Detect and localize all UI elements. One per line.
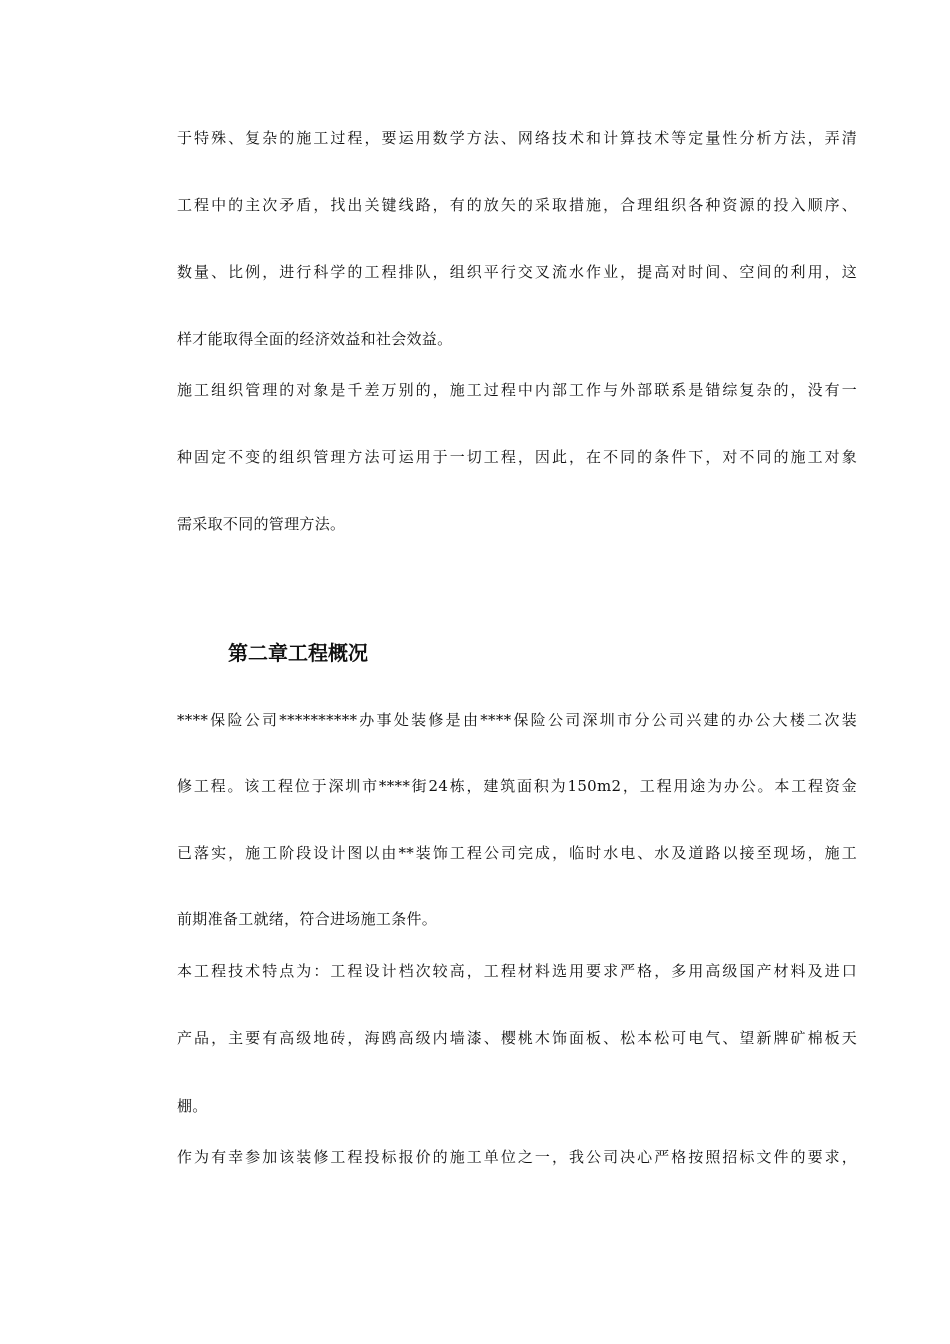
paragraph-line: 修工程。该工程位于深圳市****街24栋，建筑面积为150m2，工程用途为办公。本工程资金 bbox=[177, 777, 857, 795]
paragraph-line: 已落实，施工阶段设计图以由**装饰工程公司完成，临时水电、水及道路以接至现场，施工 bbox=[177, 844, 857, 862]
paragraph-line: 样才能取得全面的经济效益和社会效益。 bbox=[177, 330, 453, 348]
paragraph-line: 需采取不同的管理方法。 bbox=[177, 515, 346, 533]
paragraph-line: 本工程技术特点为：工程设计档次较高，工程材料选用要求严格，多用高级国产材料及进口 bbox=[177, 962, 857, 980]
paragraph-line: 作为有幸参加该装修工程投标报价的施工单位之一，我公司决心严格按照招标文件的要求， bbox=[177, 1148, 857, 1166]
paragraph-line: 施工组织管理的对象是千差万别的，施工过程中内部工作与外部联系是错综复杂的，没有一 bbox=[177, 381, 857, 399]
paragraph-line: 于特殊、复杂的施工过程，要运用数学方法、网络技术和计算技术等定量性分析方法，弄清 bbox=[177, 129, 857, 147]
paragraph-line: 种固定不变的组织管理方法可运用于一切工程，因此，在不同的条件下，对不同的施工对象 bbox=[177, 448, 857, 466]
chapter-title: 第二章工程概况 bbox=[228, 641, 368, 665]
paragraph-line: 数量、比例，进行科学的工程排队，组织平行交叉流水作业，提高对时间、空间的利用，这 bbox=[177, 263, 857, 281]
paragraph-line: ****保险公司**********办事处装修是由****保险公司深圳市分公司兴建的办公大楼二次装 bbox=[177, 711, 857, 729]
paragraph-line: 棚。 bbox=[177, 1097, 208, 1115]
paragraph-line: 工程中的主次矛盾，找出关键线路，有的放矢的采取措施，合理组织各种资源的投入顺序、 bbox=[177, 196, 857, 214]
paragraph-line: 前期准备工就绪，符合进场施工条件。 bbox=[177, 910, 438, 928]
paragraph-line: 产品，主要有高级地砖，海鸥高级内墙漆、樱桃木饰面板、松本松可电气、望新牌矿棉板天 bbox=[177, 1029, 857, 1047]
